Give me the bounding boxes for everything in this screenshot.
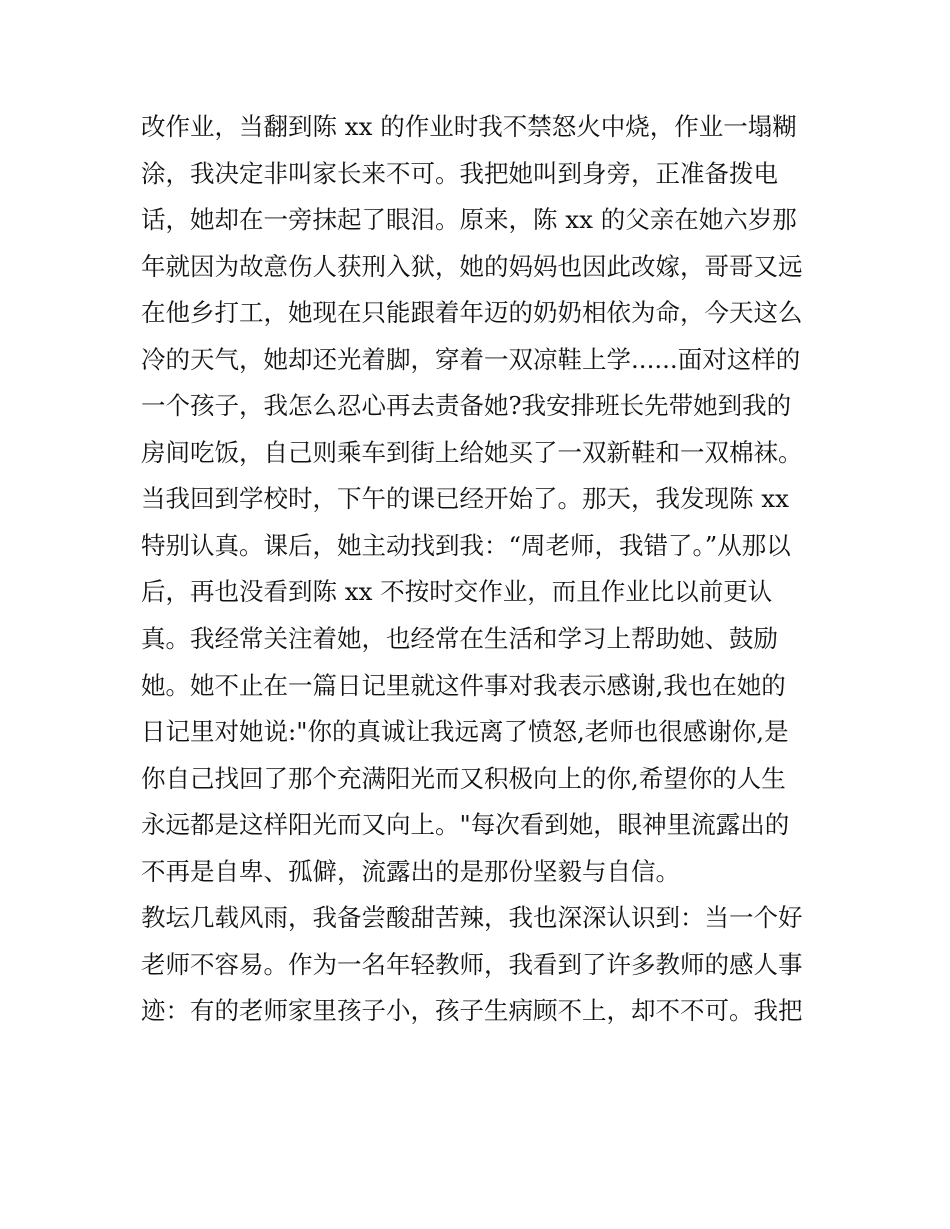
text-line: 一个孩子，我怎么忍心再去责备她?我安排班长先带她到我的: [141, 391, 792, 421]
text-line: 房间吃饭，自己则乘车到街上给她买了一双新鞋和一双棉袜。: [141, 437, 803, 467]
text-line: 当我回到学校时，下午的课已经开始了。那天，我发现陈 xx: [141, 484, 789, 514]
text-line: 在他乡打工，她现在只能跟着年迈的奶奶相依为命，今天这么: [141, 298, 803, 328]
text-line: 迹：有的老师家里孩子小，孩子生病顾不上，却不不可。我把: [141, 996, 803, 1026]
text-line: 涂，我决定非叫家长来不可。我把她叫到身旁，正准备拨电: [141, 158, 778, 188]
text-line: 改作业，当翻到陈 xx 的作业时我不禁怒火中烧，作业一塌糊: [141, 112, 797, 141]
text-line: 教坛几载风雨，我备尝酸甜苦辣，我也深深认识到：当一个好: [141, 903, 803, 933]
text-line: 老师不容易。作为一名年轻教师，我看到了许多教师的感人事: [141, 949, 803, 979]
body-text: [141, 104, 821, 1035]
text-line: 冷的天气，她却还光着脚，穿着一双凉鞋上学......面对这样的: [141, 344, 801, 374]
text-line: 年就因为故意伤人获刑入狱，她的妈妈也因此改嫁，哥哥又远: [141, 251, 803, 281]
text-line: 真。我经常关注着她，也经常在生活和学习上帮助她、鼓励: [141, 624, 778, 654]
text-line: 永远都是这样阳光而又向上。"每次看到她，眼神里流露出的: [141, 810, 790, 840]
text-line: 日记里对她说:"你的真诚让我远离了愤怒,老师也很感谢你,是: [141, 717, 789, 747]
text-line: 你自己找回了那个充满阳光而又积极向上的你,希望你的人生: [141, 763, 786, 793]
text-line: 话，她却在一旁抹起了眼泪。原来，陈 xx 的父亲在她六岁那: [141, 205, 797, 235]
text-line: 特别认真。课后，她主动找到我：“周老师，我错了。”从那以: [141, 530, 791, 560]
text-line: 后，再也没看到陈 xx 不按时交作业，而且作业比以前更认: [141, 577, 773, 607]
text-line: 她。她不止在一篇日记里就这件事对我表示感谢,我也在她的: [141, 670, 786, 700]
text-line: 不再是自卑、孤僻，流露出的是那份坚毅与自信。: [141, 856, 680, 886]
